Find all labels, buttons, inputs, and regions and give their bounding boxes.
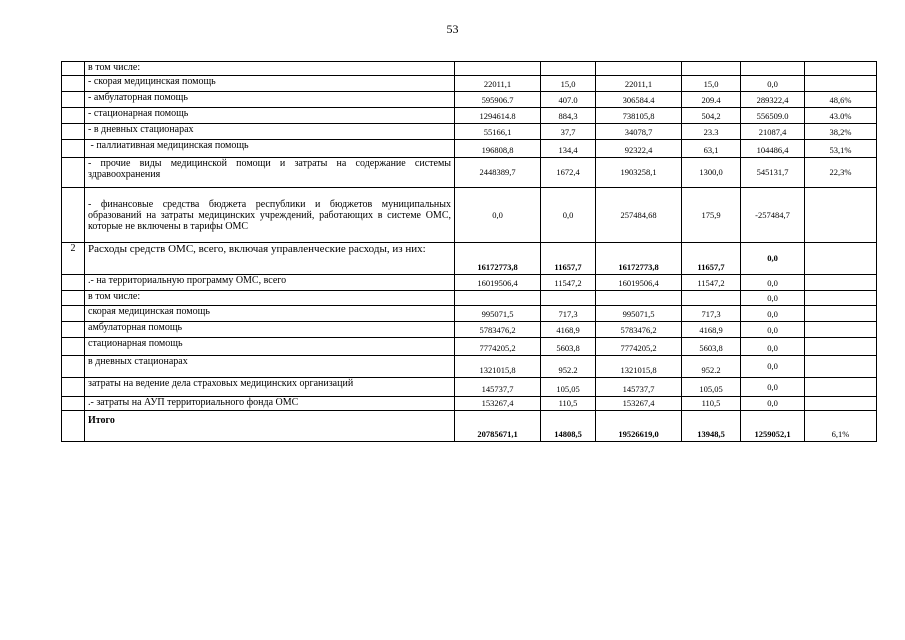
cell-percent (805, 322, 877, 338)
table-row (62, 188, 877, 243)
cell-value: 105,05 (541, 378, 596, 397)
cell-value: 196808,8 (455, 140, 541, 158)
row-label: в том числе: (85, 62, 455, 76)
cell-value: 0,0 (741, 291, 805, 306)
cell-value: 5603,8 (541, 338, 596, 356)
cell-value: 0,0 (741, 306, 805, 322)
row-index (62, 124, 85, 140)
table-row (62, 92, 877, 108)
cell-value: 595906.7 (455, 92, 541, 108)
cell-value: 7774205,2 (455, 338, 541, 356)
cell-value: 134,4 (541, 140, 596, 158)
table-row (62, 275, 877, 291)
cell-percent (805, 243, 877, 275)
cell-value: 1903258,1 (596, 158, 682, 188)
cell-value: 145737,7 (455, 378, 541, 397)
cell-value: 55166,1 (455, 124, 541, 140)
cell-value: 22011,1 (596, 76, 682, 92)
cell-value: 0,0 (741, 338, 805, 356)
row-index (62, 356, 85, 378)
cell-value: 0,0 (741, 76, 805, 92)
table-row (62, 291, 877, 306)
cell-value: 16019506,4 (596, 275, 682, 291)
cell-value: 1321015,8 (455, 356, 541, 378)
table-row (62, 62, 877, 76)
cell-value (682, 291, 741, 306)
total-row (62, 411, 877, 442)
cell-value: 717,3 (682, 306, 741, 322)
cell-value: 16019506,4 (455, 275, 541, 291)
table-row (62, 108, 877, 124)
cell-value: 63,1 (682, 140, 741, 158)
row-label: .- затраты на АУП территориального фонда ОМС (85, 397, 455, 411)
row-index (62, 322, 85, 338)
cell-value: 1672,4 (541, 158, 596, 188)
row-index (62, 62, 85, 76)
table-row (62, 338, 877, 356)
cell-percent (805, 397, 877, 411)
table-row (62, 124, 877, 140)
cell-percent: 53,1% (805, 140, 877, 158)
cell-value: 306584.4 (596, 92, 682, 108)
cell-value: 34078,7 (596, 124, 682, 140)
cell-value: 110,5 (682, 397, 741, 411)
table-row (62, 140, 877, 158)
cell-value: 5603,8 (682, 338, 741, 356)
cell-percent: 38,2% (805, 124, 877, 140)
row-index (62, 275, 85, 291)
cell-value: 0,0 (741, 378, 805, 397)
row-label: - финансовые средства бюджета республики и бюджетов муниципальных образований на затраты медицинских учреждений, работающих в системе ОМС, которые не включены в тарифы ОМС (85, 188, 455, 243)
cell-value: 209.4 (682, 92, 741, 108)
cell-percent (805, 356, 877, 378)
row-label: в дневных стационарах (85, 356, 455, 378)
cell-value (541, 62, 596, 76)
total-label: Итого (85, 411, 455, 442)
row-index (62, 76, 85, 92)
cell-value: 15,0 (541, 76, 596, 92)
cell-percent (805, 378, 877, 397)
cell-value: 952.2 (682, 356, 741, 378)
cell-value: 4168,9 (682, 322, 741, 338)
table-row (62, 397, 877, 411)
total-value: 20785671,1 (455, 411, 541, 442)
cell-value (596, 62, 682, 76)
cell-value: 11547,2 (682, 275, 741, 291)
row-index (62, 338, 85, 356)
row-index (62, 188, 85, 243)
row-label: - скорая медицинская помощь (85, 76, 455, 92)
cell-value (596, 291, 682, 306)
row-index: 2 (62, 243, 85, 275)
cell-value: 11547,2 (541, 275, 596, 291)
cell-value: 145737,7 (596, 378, 682, 397)
row-label: - в дневных стационарах (85, 124, 455, 140)
row-index (62, 92, 85, 108)
cell-percent (805, 338, 877, 356)
cell-percent (805, 188, 877, 243)
row-index (62, 108, 85, 124)
cell-value: 5783476,2 (596, 322, 682, 338)
row-label: - амбулаторная помощь (85, 92, 455, 108)
cell-value (682, 62, 741, 76)
table-row (62, 76, 877, 92)
row-index (62, 140, 85, 158)
cell-value: 1300,0 (682, 158, 741, 188)
row-index (62, 378, 85, 397)
cell-value: 110,5 (541, 397, 596, 411)
cell-value: 0,0 (741, 397, 805, 411)
cell-percent: 48,6% (805, 92, 877, 108)
oms-budget-table (61, 61, 877, 442)
cell-value: 717,3 (541, 306, 596, 322)
row-label: - стационарная помощь (85, 108, 455, 124)
total-value: 14808,5 (541, 411, 596, 442)
table-row (62, 158, 877, 188)
total-percent: 6,1% (805, 411, 877, 442)
row-label: - паллиативная медицинская помощь (85, 140, 455, 158)
cell-value: 175,9 (682, 188, 741, 243)
cell-value: 11657,7 (682, 243, 741, 275)
row-label: амбулаторная помощь (85, 322, 455, 338)
cell-value: 0,0 (741, 243, 805, 275)
cell-value: 15,0 (682, 76, 741, 92)
cell-value: 5783476,2 (455, 322, 541, 338)
row-label: скорая медицинская помощь (85, 306, 455, 322)
cell-value: 23.3 (682, 124, 741, 140)
total-value: 19526619,0 (596, 411, 682, 442)
cell-value (455, 62, 541, 76)
row-index (62, 397, 85, 411)
cell-value: -257484,7 (741, 188, 805, 243)
cell-value: 21087,4 (741, 124, 805, 140)
cell-value: 1321015,8 (596, 356, 682, 378)
cell-value: 1294614.8 (455, 108, 541, 124)
row-index (62, 158, 85, 188)
cell-value: 37,7 (541, 124, 596, 140)
cell-percent (805, 62, 877, 76)
cell-percent (805, 76, 877, 92)
cell-value: 884,3 (541, 108, 596, 124)
cell-value: 995071,5 (596, 306, 682, 322)
cell-value: 105,05 (682, 378, 741, 397)
cell-value: 0,0 (741, 356, 805, 378)
cell-value: 289322,4 (741, 92, 805, 108)
row-label: .- на территориальную программу ОМС, всего (85, 275, 455, 291)
cell-value: 952.2 (541, 356, 596, 378)
cell-value (541, 291, 596, 306)
total-value: 13948,5 (682, 411, 741, 442)
cell-value (455, 291, 541, 306)
page-number: 53 (446, 22, 459, 36)
cell-value: 0,0 (741, 275, 805, 291)
cell-value: 104486,4 (741, 140, 805, 158)
table-row (62, 306, 877, 322)
table-row (62, 356, 877, 378)
cell-value: 16172773,8 (596, 243, 682, 275)
cell-value: 504,2 (682, 108, 741, 124)
row-label: - прочие виды медицинской помощи и затраты на содержание системы здравоохранения (85, 158, 455, 188)
table-row (62, 378, 877, 397)
cell-value: 11657,7 (541, 243, 596, 275)
cell-value: 7774205,2 (596, 338, 682, 356)
cell-value: 995071,5 (455, 306, 541, 322)
cell-value: 738105,8 (596, 108, 682, 124)
table-row (62, 243, 877, 275)
cell-percent (805, 306, 877, 322)
row-index (62, 291, 85, 306)
row-index (62, 306, 85, 322)
cell-value: 16172773,8 (455, 243, 541, 275)
cell-value (741, 62, 805, 76)
cell-value: 545131,7 (741, 158, 805, 188)
cell-percent: 43.0% (805, 108, 877, 124)
cell-percent (805, 275, 877, 291)
row-label: стационарная помощь (85, 338, 455, 356)
cell-value: 257484,68 (596, 188, 682, 243)
cell-value: 92322,4 (596, 140, 682, 158)
cell-value: 407.0 (541, 92, 596, 108)
table-row (62, 322, 877, 338)
cell-value: 153267,4 (596, 397, 682, 411)
row-index (62, 411, 85, 442)
cell-value: 153267,4 (455, 397, 541, 411)
cell-percent: 22,3% (805, 158, 877, 188)
cell-percent (805, 291, 877, 306)
cell-value: 22011,1 (455, 76, 541, 92)
cell-value: 2448389,7 (455, 158, 541, 188)
row-label: Расходы средств ОМС, всего, включая управленческие расходы, из них: (85, 243, 455, 275)
cell-value: 556509.0 (741, 108, 805, 124)
cell-value: 0,0 (455, 188, 541, 243)
total-value: 1259052,1 (741, 411, 805, 442)
row-label: в том числе: (85, 291, 455, 306)
cell-value: 0,0 (741, 322, 805, 338)
cell-value: 0,0 (541, 188, 596, 243)
row-label: затраты на ведение дела страховых медицинских организаций (85, 378, 455, 397)
cell-value: 4168,9 (541, 322, 596, 338)
